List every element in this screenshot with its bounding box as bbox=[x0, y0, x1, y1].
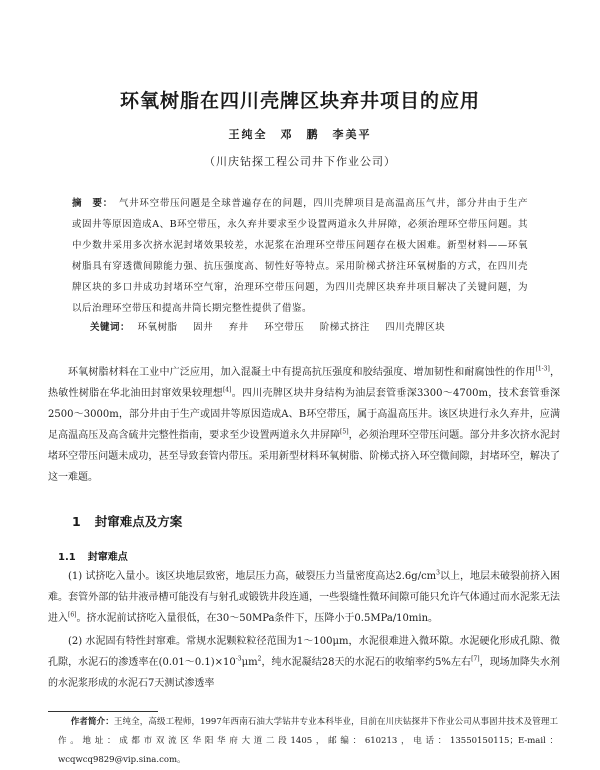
citation-ref: [1-3] bbox=[535, 365, 550, 373]
footnote-divider bbox=[48, 711, 158, 712]
citation-ref: [5] bbox=[340, 428, 349, 436]
keywords-label: 关键词： bbox=[90, 322, 131, 333]
point-2-text-b: μm bbox=[241, 657, 258, 668]
citation-ref: [7] bbox=[471, 655, 480, 663]
section-title: 封窜难点及方案 bbox=[94, 514, 183, 529]
point-2-paragraph bbox=[48, 631, 560, 694]
point-2-text-c: ，纯水泥凝结28天的水泥石的收缩率约5%左右 bbox=[261, 657, 472, 668]
citation-ref: [6] bbox=[68, 611, 77, 619]
abstract-text: 气井环空带压问题是全球普遍存在的问题，四川壳牌项目是高温高压气井，部分井由于生产或固井等原因造成A、B环空带压，永久弃井要求至少设置两道永久井屏障，必须治理环空带压问题。其中少数井采用多次挤水泥封堵效果较差，水泥浆在治理环空带压问题存在极大困难。新型材料——环氧树脂具有穿透微间隙能力强、抗压强度高、韧性好等特点。采用阶梯式挤注环氧树脂的方式，在四川壳牌区块的多口井成功封堵环空气窜，治理环空带压问题，为四川壳牌区块弃井项目解决了关键问题，为以后治理环空带压和提高井筒长期完整性提供了借鉴。 bbox=[72, 198, 528, 314]
intro-text-1: 环氧树脂材料在工业中广泛应用，加入混凝土中有提高抗压强度和胶结强度、增加韧性和耐腐蚀性的作用 bbox=[68, 367, 536, 378]
point-1-text-c: 。挤水泥前试挤吃入量很低，在30～50MPa条件下，压降小于0.5MPa/10min。 bbox=[76, 613, 439, 624]
intro-text-3: 。四川壳牌区块井身结构为油层套管垂深3300～4700m，技术套管垂深2500～3000m，部分井由于生产或固井等原因造成A、B环空带压，属于高温高压井。该区块进行永久弃井，应满足高温高压及高含硫井完整性指南，要求至少设置两道永久井屏障 bbox=[48, 388, 560, 441]
section-heading bbox=[72, 512, 182, 530]
abstract-label: 摘 要： bbox=[72, 198, 113, 209]
author-footnote bbox=[58, 713, 558, 770]
keyword-item: 固井 bbox=[193, 322, 214, 333]
keywords-block bbox=[90, 319, 530, 333]
point-1-text-a: (1) 试挤吃入量小。该区块地层致密，地层压力高，破裂压力当量密度高达2.6g/cm bbox=[68, 571, 437, 582]
point-2-text-a: (2) 水泥固有特性封窜难。常规水泥颗粒粒径范围为1～100μm，水泥很难进入微环隙。水泥硬化形成孔隙、微孔隙，水泥石的渗透率在(0.01～0.1)×10 bbox=[48, 636, 560, 668]
footnote-label: 作者简介： bbox=[70, 717, 114, 727]
intro-paragraph bbox=[48, 362, 560, 488]
citation-ref: [4] bbox=[222, 386, 232, 394]
subsection-title: 封窜难点 bbox=[87, 552, 128, 563]
intro-text-4: ，必须治理环空带压问题。部分井多次挤水泥封堵环空带压问题未成功，甚至导致套管内带压。采用新型材料环氧树脂、阶梯式挤入环空微间隙，封堵环空，解决了这一难题。 bbox=[48, 430, 561, 483]
keyword-item: 阶梯式挤注 bbox=[319, 322, 370, 333]
superscript: -3 bbox=[235, 655, 242, 663]
affiliation: （川庆钻探工程公司井下作业公司） bbox=[204, 155, 396, 168]
intro-text-2: ，热敏性树脂在华北油田封窜效果较理想 bbox=[48, 367, 561, 399]
footnote-text: 王纯全，高级工程师，1997年西南石油大学钻井专业本科毕业，目前在川庆钻探井下作业公司从事固井技术及管理工作。地址：成都市双流区华阳华府大道二段1405，邮编：610213，电话：13550150115；E-mail：wcqwcq9829@vip.sina.com。 bbox=[58, 717, 558, 765]
keyword-item: 弃井 bbox=[228, 322, 249, 333]
paper-title: 环氧树脂在四川壳牌区块弃井项目的应用 bbox=[119, 90, 480, 112]
point-1-text-b: 以上，地层未破裂前挤入困难。套管外部的钻井液帚槽可能没有与射孔或锻铣井段连通，一些裂缝性微环间隙可能只允许气体通过而水泥浆无法进入 bbox=[48, 571, 561, 624]
section-number: 1 bbox=[72, 514, 81, 529]
abstract-block bbox=[72, 193, 528, 319]
author-list: 王纯全 邓 鹏 李美平 bbox=[228, 128, 372, 141]
point-1-paragraph bbox=[48, 566, 560, 629]
subsection-number: 1.1 bbox=[58, 552, 76, 563]
point-2-text-d: ，现场加降失水剂的水泥浆形成的水泥石7天测试渗透率 bbox=[48, 657, 561, 689]
superscript: 3 bbox=[436, 569, 440, 577]
keyword-item: 环氧树脂 bbox=[137, 322, 178, 333]
keyword-item: 环空带压 bbox=[264, 322, 305, 333]
keyword-item: 四川壳牌区块 bbox=[385, 322, 446, 333]
subsection-heading bbox=[58, 548, 128, 563]
superscript: 2 bbox=[257, 655, 262, 663]
